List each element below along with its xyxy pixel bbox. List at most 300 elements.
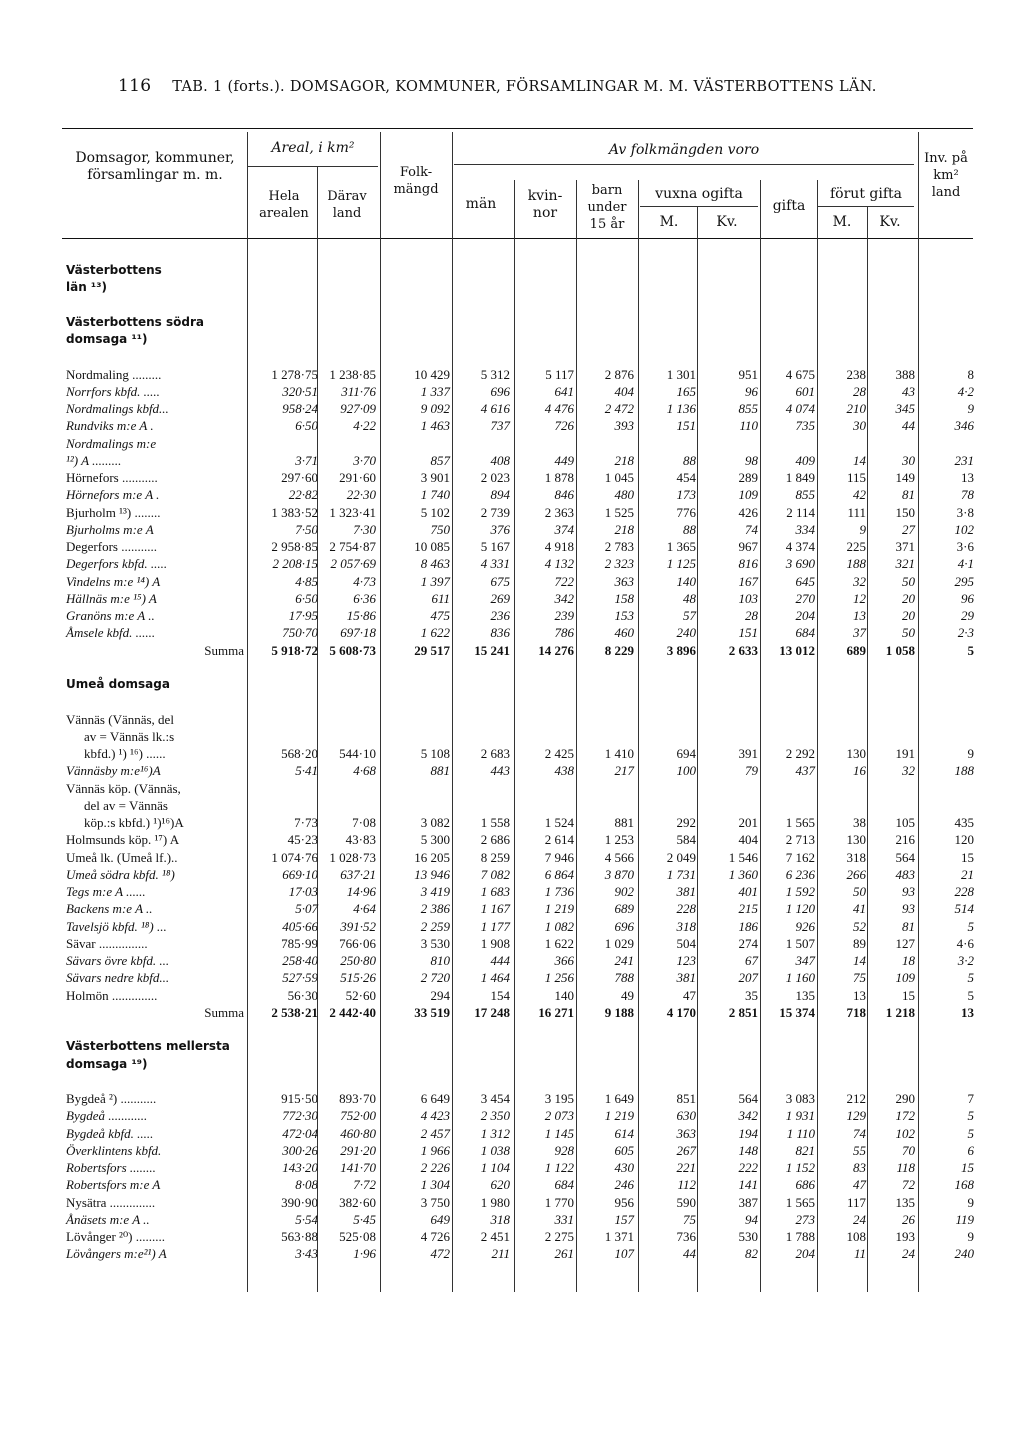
row-label: Norrfors kbfd. ..... [66, 383, 160, 399]
cell-value: 1 038 [480, 1142, 510, 1158]
cell-value: 38 [853, 815, 866, 830]
cell-value: 212 [846, 1091, 866, 1106]
cell-value: 694 [676, 746, 696, 761]
cell-value: 165 [676, 383, 696, 399]
row-label: Umeå domsaga [66, 677, 170, 691]
table-row [0, 538, 1024, 555]
row-label: Västerbottens mellersta [66, 1039, 230, 1054]
cell-value: 15 [961, 849, 974, 865]
cell-value: 10 429 [414, 366, 450, 382]
cell-value: 4 132 [544, 556, 574, 572]
cell-value: 4 675 [785, 366, 815, 382]
cell-value: 9 [967, 401, 974, 416]
page-number: 116 [118, 76, 152, 96]
col-vuxna-kv: Kv. [716, 214, 738, 230]
table-row [0, 711, 1024, 728]
cell-value: 382·60 [339, 1194, 376, 1210]
col-man-header: män [465, 196, 497, 212]
cell-value: 194 [738, 1125, 758, 1141]
table-row [0, 935, 1024, 952]
cell-value: 50 [902, 625, 915, 641]
table-row [0, 1211, 1024, 1228]
section-heading [0, 1056, 1024, 1073]
row-label: Robertsfors ........ [66, 1160, 156, 1175]
cell-value: 130 [846, 746, 866, 761]
cell-value: 32 [902, 763, 915, 779]
cell-value: 15 374 [779, 1004, 815, 1020]
cell-value: 2 350 [480, 1108, 510, 1124]
cell-value: 3 195 [544, 1091, 574, 1106]
row-label: köp.:s kbfd.) ¹)¹⁶)A [84, 815, 184, 830]
cell-value: 5 [967, 918, 974, 934]
cell-value: 321 [895, 556, 915, 572]
cell-value: 261 [554, 1246, 574, 1262]
cell-value: 1 546 [728, 849, 758, 865]
table-row [0, 1090, 1024, 1107]
cell-value: 584 [676, 832, 696, 848]
cell-value: 1 524 [544, 815, 574, 830]
cell-value: 20 [902, 590, 915, 606]
col-areal-header: Areal, i km² [271, 140, 355, 156]
cell-value: 1 740 [420, 487, 450, 503]
row-label: Överklintens kbfd. [66, 1142, 162, 1158]
cell-value: 2 451 [480, 1229, 510, 1244]
cell-value: 150 [895, 504, 915, 520]
cell-value: 258·40 [282, 953, 318, 968]
cell-value: 1 507 [785, 935, 815, 951]
cell-value: 78 [961, 487, 974, 503]
row-label: Vännäs köp. (Vännäs, [66, 780, 181, 796]
cell-value: 722 [554, 573, 574, 589]
cell-value: 4 074 [785, 401, 815, 416]
table-row [0, 1142, 1024, 1159]
cell-value: 590 [676, 1194, 696, 1210]
cell-value: 135 [895, 1194, 915, 1210]
cell-value: 14 [853, 452, 866, 468]
row-label: Bjurholm ¹³) ........ [66, 504, 161, 520]
cell-value: 3 870 [604, 866, 634, 882]
cell-value: 158 [614, 590, 634, 606]
cell-value: 111 [847, 504, 866, 520]
row-label: Holmsunds köp. ¹⁷) A [66, 832, 180, 848]
cell-value: 151 [738, 625, 758, 641]
cell-value: 16 205 [414, 849, 450, 865]
cell-value: 1 980 [480, 1194, 510, 1210]
cell-value: 15 [961, 1160, 974, 1175]
cell-value: 3 901 [420, 470, 450, 485]
cell-value: 2 363 [544, 504, 574, 520]
cell-value: 17·03 [288, 884, 318, 899]
cell-value: 6 236 [785, 866, 815, 882]
cell-value: 1 966 [420, 1142, 450, 1158]
cell-value: 3 454 [480, 1091, 510, 1106]
cell-value: 15 241 [474, 642, 510, 658]
cell-value: 2 739 [480, 504, 510, 520]
cell-value: 1 770 [544, 1194, 574, 1210]
cell-value: 836 [490, 625, 510, 641]
table-row [0, 987, 1024, 1004]
cell-value: 5 [967, 987, 974, 1003]
cell-value: 2 049 [666, 849, 696, 865]
cell-value: 207 [738, 970, 758, 986]
row-label: Västerbottens [66, 263, 162, 277]
cell-value: 6 864 [544, 866, 574, 882]
cell-value: 2 614 [544, 832, 574, 848]
table-row [0, 400, 1024, 417]
cell-value: 130 [846, 832, 866, 848]
cell-value: 75 [853, 970, 866, 986]
cell-value: 1 045 [604, 470, 634, 485]
cell-value: 736 [676, 1229, 696, 1244]
cell-value: 1·96 [353, 1246, 376, 1262]
cell-value: 4·22 [353, 418, 376, 434]
row-label: domsaga ¹¹) [66, 332, 148, 346]
cell-value: 3·6 [956, 539, 974, 554]
cell-value: 30 [902, 452, 915, 468]
cell-value: 1 908 [480, 935, 510, 951]
table-row [0, 814, 1024, 831]
cell-value: 816 [738, 556, 758, 572]
row-label: ¹²) A ......... [66, 452, 122, 468]
cell-value: 151 [676, 418, 696, 434]
cell-value: 29 [961, 608, 974, 623]
summa-row [0, 642, 1024, 659]
cell-value: 1 931 [785, 1108, 815, 1124]
cell-value: 675 [490, 573, 510, 589]
cell-value: 444 [490, 953, 510, 968]
cell-value: 4·2 [957, 383, 974, 399]
cell-value: 1 304 [420, 1177, 450, 1193]
vuxna-underline [640, 206, 758, 207]
cell-value: 318 [676, 918, 696, 934]
cell-value: 211 [491, 1246, 510, 1262]
cell-value: 228 [676, 901, 696, 917]
cell-value: 148 [738, 1142, 758, 1158]
cell-value: 846 [554, 487, 574, 503]
cell-value: 6 649 [420, 1091, 450, 1106]
cell-value: 191 [895, 746, 915, 761]
table-row [0, 297, 1024, 314]
cell-value: 22·82 [288, 487, 318, 503]
table-row [0, 1159, 1024, 1176]
cell-value: 273 [795, 1211, 815, 1227]
cell-value: 388 [895, 366, 915, 382]
cell-value: 5·41 [295, 763, 318, 779]
cell-value: 2 023 [480, 470, 510, 485]
table-row [0, 417, 1024, 434]
cell-value: 563·88 [281, 1229, 318, 1244]
cell-value: 601 [795, 383, 815, 399]
cell-value: 9 188 [604, 1004, 634, 1020]
cell-value: 267 [676, 1142, 696, 1158]
cell-value: 2 783 [604, 539, 634, 554]
cell-value: 238 [846, 366, 866, 382]
cell-value: 3 690 [785, 556, 815, 572]
row-label: Vännäsby m:e¹⁶)A [66, 763, 161, 779]
cell-value: 4 918 [544, 539, 574, 554]
table-row [0, 1125, 1024, 1142]
cell-value: 1 360 [728, 866, 758, 882]
cell-value: 649 [430, 1211, 450, 1227]
cell-value: 2 686 [480, 832, 510, 848]
cell-value: 2 292 [785, 746, 815, 761]
cell-value: 50 [853, 884, 866, 899]
cell-value: 28 [853, 383, 866, 399]
cell-value: 4 726 [420, 1229, 450, 1244]
cell-value: 67 [745, 953, 758, 968]
cell-value: 438 [554, 763, 574, 779]
row-label: Nysätra .............. [66, 1194, 156, 1210]
cell-value: 4 170 [666, 1004, 696, 1020]
row-label: Holmön .............. [66, 987, 158, 1003]
table-row [0, 866, 1024, 883]
cell-value: 1 301 [666, 366, 696, 382]
cell-value: 2 876 [604, 366, 634, 382]
cell-value: 2 425 [544, 746, 574, 761]
cell-value: 1 167 [480, 901, 510, 917]
cell-value: 611 [431, 590, 450, 606]
cell-value: 3·2 [957, 953, 974, 968]
cell-value: 4·85 [295, 573, 318, 589]
cell-value: 157 [614, 1211, 634, 1227]
cell-value: 381 [676, 970, 696, 986]
cell-value: 2 713 [785, 832, 815, 848]
cell-value: 266 [846, 866, 866, 882]
cell-value: 5 608·73 [329, 642, 376, 658]
row-label: Nordmalings m:e [66, 435, 157, 451]
cell-value: 47 [683, 987, 696, 1003]
col-name-header: Domsagor, kommuner, församlingar m. m. [75, 150, 235, 183]
cell-value: 1 125 [666, 556, 696, 572]
table-row [0, 831, 1024, 848]
row-label: Nordmalings kbfd... [66, 401, 169, 416]
cell-value: 1 058 [885, 642, 915, 658]
cell-value: 641 [554, 383, 574, 399]
cell-value: 1 312 [480, 1125, 510, 1141]
cell-value: 140 [554, 987, 574, 1003]
cell-value: 1 649 [604, 1091, 634, 1106]
cell-value: 7·30 [353, 521, 376, 537]
cell-value: 8 [967, 366, 974, 382]
cell-value: 2 472 [604, 401, 634, 416]
cell-value: 17·95 [288, 608, 318, 623]
cell-value: 689 [846, 642, 866, 658]
cell-value: 2 683 [480, 746, 510, 761]
cell-value: 9 [967, 1229, 974, 1244]
cell-value: 20 [902, 608, 915, 623]
cell-value: 105 [895, 815, 915, 830]
cell-value: 430 [614, 1160, 634, 1175]
cell-value: 1 525 [604, 504, 634, 520]
cell-value: 684 [554, 1177, 574, 1193]
cell-value: 1 120 [785, 901, 815, 917]
row-label: Bygdeå ............ [66, 1108, 148, 1124]
section-heading [0, 1038, 1024, 1055]
cell-value: 1 878 [544, 470, 574, 485]
cell-value: 188 [954, 763, 974, 779]
cell-value: 17 248 [474, 1004, 510, 1020]
cell-value: 320·51 [282, 383, 318, 399]
cell-value: 881 [430, 763, 450, 779]
cell-value: 1 683 [480, 884, 510, 899]
cell-value: 637·21 [340, 866, 376, 882]
table-row [0, 348, 1024, 365]
cell-value: 291·20 [340, 1142, 376, 1158]
cell-value: 4·1 [957, 556, 974, 572]
table-row [0, 1107, 1024, 1124]
table-row [0, 883, 1024, 900]
cell-value: 1 219 [604, 1108, 634, 1124]
cell-value: 2 442·40 [329, 1004, 376, 1020]
cell-value: 1 565 [785, 815, 815, 830]
cell-value: 927·09 [340, 401, 376, 416]
cell-value: 98 [745, 452, 758, 468]
cell-value: 13 [961, 470, 974, 485]
section-heading [0, 262, 1024, 279]
row-label: Lövångers m:e²¹) A [66, 1246, 167, 1262]
cell-value: 210 [846, 401, 866, 416]
cell-value: 16 271 [538, 1004, 574, 1020]
cell-value: 6 [967, 1142, 974, 1158]
row-label: Sävars övre kbfd. ... [66, 953, 170, 968]
cell-value: 5·54 [295, 1211, 318, 1227]
cell-value: 5·07 [295, 901, 318, 917]
cell-value: 686 [795, 1177, 815, 1193]
cell-value: 363 [614, 573, 634, 589]
cell-value: 8 463 [420, 556, 450, 572]
cell-value: 331 [554, 1211, 574, 1227]
cell-value: 483 [895, 866, 915, 882]
table-body [0, 262, 1024, 1263]
cell-value: 776 [676, 504, 696, 520]
cell-value: 525·08 [339, 1229, 376, 1244]
cell-value: 79 [745, 763, 758, 779]
cell-value: 5 300 [420, 832, 450, 848]
cell-value: 109 [895, 970, 915, 986]
cell-value: 2 073 [544, 1108, 574, 1124]
cell-value: 32 [853, 573, 866, 589]
cell-value: 5 167 [480, 539, 510, 554]
table-row [0, 366, 1024, 383]
cell-value: 766·06 [339, 935, 376, 951]
cell-value: 1 365 [666, 539, 696, 554]
table-row [0, 728, 1024, 745]
cell-value: 514 [954, 901, 974, 917]
table-row [0, 435, 1024, 452]
cell-value: 269 [490, 590, 510, 606]
cell-value: 926 [795, 918, 815, 934]
cell-value: 902 [614, 884, 634, 899]
cell-value: 193 [895, 1229, 915, 1244]
cell-value: 405·66 [282, 918, 318, 934]
table-row [0, 383, 1024, 400]
cell-value: 2 633 [728, 642, 758, 658]
cell-value: 752·00 [340, 1108, 376, 1124]
cell-value: 15·86 [346, 608, 376, 623]
cell-value: 15 [902, 987, 915, 1003]
cell-value: 118 [896, 1160, 915, 1175]
table-row [0, 693, 1024, 710]
row-label: Hörnefors ........... [66, 470, 158, 485]
cell-value: 7·73 [294, 815, 318, 830]
cell-value: 29 517 [414, 642, 450, 658]
cell-value: 1 238·85 [329, 366, 376, 382]
cell-value: 168 [954, 1177, 974, 1193]
cell-value: 515·26 [340, 970, 376, 986]
cell-value: 14 276 [538, 642, 574, 658]
cell-value: 43 [902, 383, 915, 399]
cell-value: 1 592 [785, 884, 815, 899]
cell-value: 311·76 [341, 383, 376, 399]
row-label: Granöns m:e A .. [66, 608, 155, 623]
cell-value: 167 [738, 573, 758, 589]
row-label: Åmsele kbfd. ...... [66, 625, 156, 641]
cell-value: 855 [738, 401, 758, 416]
cell-value: 956 [614, 1194, 634, 1210]
cell-value: 300·26 [282, 1142, 318, 1158]
cell-value: 1 558 [480, 815, 510, 830]
cell-value: 564 [738, 1091, 758, 1106]
table-row [0, 1176, 1024, 1193]
cell-value: 669·10 [282, 866, 318, 882]
cell-value: 13 [853, 987, 866, 1003]
cell-value: 435 [954, 815, 974, 830]
cell-value: 391 [738, 746, 758, 761]
cell-value: 43·83 [345, 832, 376, 848]
cell-value: 149 [895, 470, 915, 485]
cell-value: 527·59 [282, 970, 318, 986]
cell-value: 409 [795, 452, 815, 468]
cell-value: 8·08 [295, 1177, 318, 1193]
page-header [118, 76, 877, 96]
cell-value: 246 [614, 1177, 634, 1193]
cell-value: 100 [676, 763, 696, 779]
cell-value: 74 [853, 1125, 866, 1141]
cell-value: 5 108 [420, 746, 450, 761]
forut-underline [818, 206, 914, 207]
cell-value: 93 [902, 884, 915, 899]
cell-value: 967 [738, 539, 758, 554]
row-label: Bygdeå ²) ........... [66, 1091, 157, 1106]
cell-value: 250·80 [340, 953, 376, 968]
cell-value: 102 [954, 521, 974, 537]
header-bottom-rule [62, 238, 973, 239]
table-row [0, 590, 1024, 607]
cell-value: 737 [490, 418, 510, 434]
cell-value: 3·70 [353, 452, 376, 468]
cell-value: 426 [738, 504, 758, 520]
cell-value: 4·68 [353, 763, 376, 779]
cell-value: 371 [895, 539, 915, 554]
cell-value: 55 [853, 1142, 866, 1158]
cell-value: 188 [846, 556, 866, 572]
cell-value: 347 [795, 953, 815, 968]
cell-value: 3 896 [666, 642, 696, 658]
cell-value: 9 [967, 1194, 974, 1210]
cell-value: 750·70 [282, 625, 318, 641]
cell-value: 218 [614, 452, 634, 468]
table-row [0, 1245, 1024, 1262]
cell-value: 7 [967, 1091, 974, 1106]
cell-value: 696 [490, 383, 510, 399]
cell-value: 1 256 [544, 970, 574, 986]
cell-value: 222 [738, 1160, 758, 1175]
cell-value: 225 [846, 539, 866, 554]
cell-value: 172 [895, 1108, 915, 1124]
col-vuxna-header: vuxna ogifta [655, 186, 743, 202]
cell-value: 11 [853, 1246, 866, 1262]
cell-value: 772·30 [282, 1108, 318, 1124]
